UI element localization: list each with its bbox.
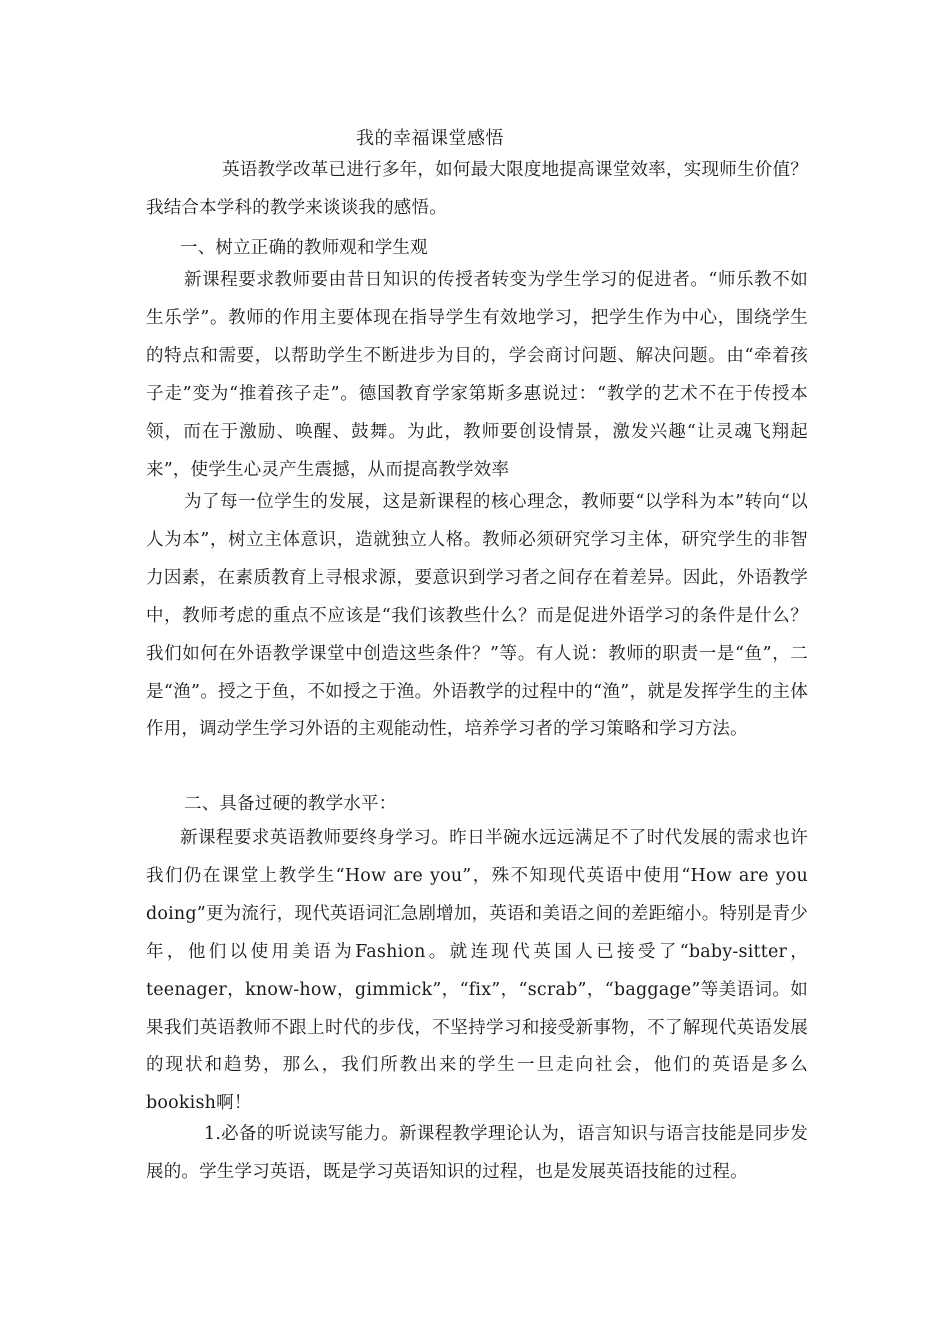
document-title: 我的幸福课堂感悟 xyxy=(356,128,504,149)
section2-point-1: 1.必备的听说读写能力。新课程教学理论认为，语言知识与语言技能是同步发展的。学生学习英语，既是学习英语知识的过程，也是发展英语技能的过程。 xyxy=(146,1124,808,1182)
section1-paragraph-1: 新课程要求教师要由昔日知识的传授者转变为学生学习的促进者。“师乐教不如生乐学”。教师的作用主要体现在指导学生有效地学习，把学生作为中心，围绕学生的特点和需要，以帮助学生不断进步为目的，学会商讨问题、解决问题。由“牵着孩子走”变为“推着孩子走”。德国教育学家第斯多惠说过：“教学的艺术不在于传授本领，而在于激励、唤醒、鼓舞。为此，教师要创设情景，激发兴趣“让灵魂飞翔起来”，使学生心灵产生震撼，从而提高教学效率 xyxy=(146,270,808,480)
intro-paragraph: 英语教学改革已进行多年，如何最大限度地提高课堂效率，实现师生价值？我结合本学科的教学来谈谈我的感悟。 xyxy=(146,160,808,218)
section-heading-1: 一、树立正确的教师观和学生观 xyxy=(180,238,428,258)
section1-paragraph-2: 为了每一位学生的发展，这是新课程的核心理念，教师要“以学科为本”转向“以人为本”，树立主体意识，造就独立人格。教师必须研究学习主体，研究学生的非智力因素，在素质教育上寻根求源，要意识到学习者之间存在着差异。因此，外语教学中，教师考虑的重点不应该是“我们该教些什么？而是促进外语学习的条件是什么？我们如何在外语教学课堂中创造这些条件？”等。有人说：教师的职责一是“鱼”，二是“渔”。授之于鱼，不如授之于渔。外语教学的过程中的“渔”，就是发挥学生的主体作用，调动学生学习外语的主观能动性，培养学习者的学习策略和学习方法。 xyxy=(146,492,808,740)
section-heading-2: 二、具备过硬的教学水平： xyxy=(184,794,397,814)
section2-paragraph-1: 新课程要求英语教师要终身学习。昨日半碗水远远满足不了时代发展的需求也许我们仍在课堂上教学生“How are you”，殊不知现代英语中使用“How are you doing”更为流行，现代英语词汇急剧增加，英语和美语之间的差距缩小。特别是青少年，他们以使用美语为Fashion。就连现代英国人已接受了“baby-sitter，teenager，know-how，gimmick”，“fix”，“scrab”，“baggage”等美语词。如果我们英语教师不跟上时代的步伐，不坚持学习和接受新事物，不了解现代英语发展的现状和趋势，那么，我们所教出来的学生一旦走向社会，他们的英语是多么bookish啊！ xyxy=(146,828,808,1114)
